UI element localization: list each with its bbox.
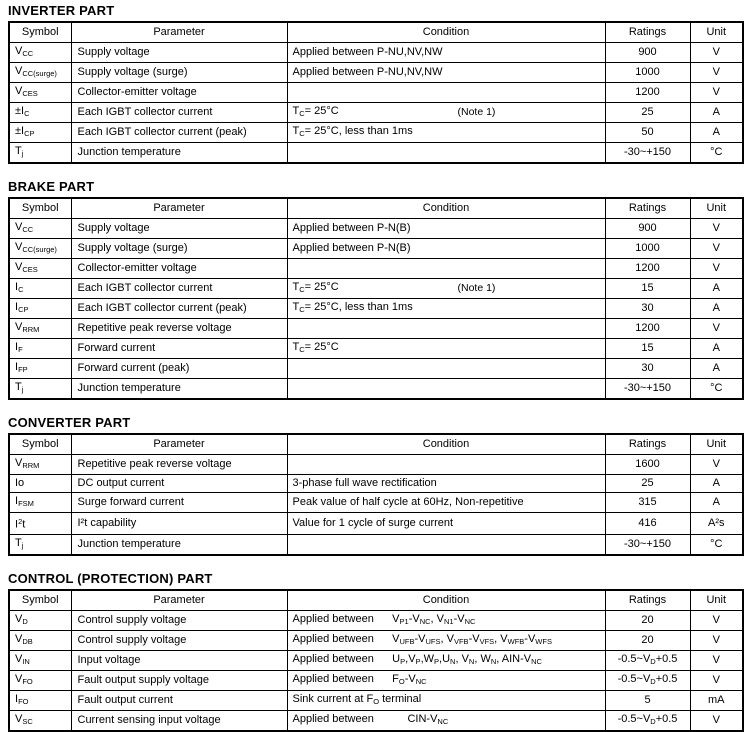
- ratings-table: [8, 21, 744, 164]
- symbol-cell: $T_j$: [9, 143, 71, 164]
- unit-cell: A: [690, 339, 743, 359]
- table-row: [9, 103, 743, 123]
- unit-cell: V: [690, 239, 743, 259]
- symbol-cell: $V_{RRM}$: [9, 319, 71, 339]
- parameter-cell: I²t capability: [71, 513, 287, 535]
- ratings-cell: 1000: [605, 239, 690, 259]
- table-header: [9, 22, 743, 43]
- symbol-cell: $I^2t$: [9, 513, 71, 535]
- table-row: [9, 475, 743, 493]
- table-row: [9, 650, 743, 670]
- table-row: [9, 219, 743, 239]
- symbol-cell: $I_{CP}$: [9, 299, 71, 319]
- ratings-cell: 25: [605, 475, 690, 493]
- parameter-cell: Junction temperature: [71, 143, 287, 164]
- parameter-cell: Collector-emitter voltage: [71, 83, 287, 103]
- section-title: CONTROL (PROTECTION) PART: [8, 570, 213, 586]
- unit-cell: A: [690, 103, 743, 123]
- ratings-cell: 30: [605, 359, 690, 379]
- column-header-ratings: Ratings: [605, 434, 690, 455]
- table-row: [9, 610, 743, 630]
- unit-cell: V: [690, 455, 743, 475]
- column-header-unit: Unit: [690, 198, 743, 219]
- unit-cell: A: [690, 123, 743, 143]
- table-row: [9, 143, 743, 164]
- column-header-parameter: Parameter: [71, 22, 287, 43]
- unit-cell: V: [690, 670, 743, 690]
- unit-cell: A: [690, 279, 743, 299]
- parameter-cell: Each IGBT collector current: [71, 279, 287, 299]
- condition-cell: Applied between $F_O-V_{NC}$: [287, 670, 605, 690]
- symbol-cell: $V_{CES}$: [9, 259, 71, 279]
- symbol-cell: $I_{FP}$: [9, 359, 71, 379]
- unit-cell: A: [690, 359, 743, 379]
- unit-cell: A: [690, 475, 743, 493]
- condition-cell: Applied between CIN-$V_{NC}$: [287, 710, 605, 731]
- table-row: [9, 239, 743, 259]
- ratings-cell: 5: [605, 690, 690, 710]
- condition-cell: $T_C= 25^\circ C$ (Note 1): [287, 279, 605, 299]
- note-reference: (Note 1): [457, 106, 496, 118]
- unit-cell: V: [690, 83, 743, 103]
- header-row: [9, 434, 743, 455]
- parameter-cell: Forward current (peak): [71, 359, 287, 379]
- parameter-cell: Junction temperature: [71, 379, 287, 400]
- maximum-ratings-section: [8, 3, 744, 164]
- parameter-cell: Repetitive peak reverse voltage: [71, 455, 287, 475]
- symbol-cell: $V_{RRM}$: [9, 455, 71, 475]
- table-row: [9, 534, 743, 555]
- symbol-cell: Io: [9, 475, 71, 493]
- parameter-cell: Supply voltage: [71, 219, 287, 239]
- table-row: [9, 123, 743, 143]
- condition-cell: Applied between $V_{P1}-V_{NC}$, $V_{N1}-V_{NC}$: [287, 610, 605, 630]
- parameter-cell: Current sensing input voltage: [71, 710, 287, 731]
- parameter-cell: Each IGBT collector current: [71, 103, 287, 123]
- condition-cell: [287, 359, 605, 379]
- column-header-parameter: Parameter: [71, 198, 287, 219]
- symbol-cell: $V_{CES}$: [9, 83, 71, 103]
- ratings-cell: $-0.5\sim V_D+0.5$: [605, 710, 690, 731]
- condition-cell: Value for 1 cycle of surge current: [287, 513, 605, 535]
- table-row: [9, 359, 743, 379]
- column-header-condition: Condition: [287, 22, 605, 43]
- section-title: INVERTER PART: [8, 3, 115, 18]
- ratings-cell: 30: [605, 299, 690, 319]
- condition-cell: [287, 319, 605, 339]
- ratings-cell: $-0.5\sim V_D+0.5$: [605, 650, 690, 670]
- ratings-table: [8, 433, 744, 556]
- parameter-cell: Supply voltage (surge): [71, 63, 287, 83]
- unit-cell: V: [690, 63, 743, 83]
- column-header-parameter: Parameter: [71, 590, 287, 611]
- ratings-cell: 900: [605, 219, 690, 239]
- column-header-condition: Condition: [287, 590, 605, 611]
- parameter-cell: Surge forward current: [71, 493, 287, 513]
- symbol-cell: $V_{FO}$: [9, 670, 71, 690]
- unit-cell: V: [690, 710, 743, 731]
- ratings-cell: $-0.5\sim V_D+0.5$: [605, 670, 690, 690]
- column-header-symbol: Symbol: [9, 198, 71, 219]
- table-row: [9, 493, 743, 513]
- unit-cell: A: [690, 493, 743, 513]
- condition-cell: [287, 83, 605, 103]
- parameter-cell: Each IGBT collector current (peak): [71, 299, 287, 319]
- table-row: [9, 259, 743, 279]
- symbol-cell: $\pm I_{CP}$: [9, 123, 71, 143]
- table-header: [9, 590, 743, 611]
- table-header: [9, 198, 743, 219]
- column-header-unit: Unit: [690, 22, 743, 43]
- unit-cell: A: [690, 299, 743, 319]
- note-reference: (Note 1): [457, 282, 496, 294]
- ratings-cell: 416: [605, 513, 690, 535]
- table-row: [9, 630, 743, 650]
- parameter-cell: Fault output current: [71, 690, 287, 710]
- section-title: CONVERTER PART: [8, 415, 131, 430]
- table-row: [9, 379, 743, 400]
- table-row: [9, 299, 743, 319]
- ratings-cell: 15: [605, 279, 690, 299]
- unit-cell: °C: [690, 534, 743, 555]
- parameter-cell: Supply voltage: [71, 43, 287, 63]
- table-header: [9, 434, 743, 455]
- condition-cell: Sink current at $F_O$ terminal: [287, 690, 605, 710]
- ratings-cell: 315: [605, 493, 690, 513]
- ratings-cell: 900: [605, 43, 690, 63]
- condition-cell: Applied between P-NU,NV,NW: [287, 63, 605, 83]
- unit-cell: V: [690, 219, 743, 239]
- table-row: [9, 690, 743, 710]
- unit-cell: V: [690, 610, 743, 630]
- condition-cell: [287, 143, 605, 164]
- unit-cell: V: [690, 650, 743, 670]
- column-header-parameter: Parameter: [71, 434, 287, 455]
- table-row: [9, 43, 743, 63]
- table-row: [9, 455, 743, 475]
- ratings-cell: -30~+150: [605, 143, 690, 164]
- parameter-cell: Repetitive peak reverse voltage: [71, 319, 287, 339]
- ratings-cell: 20: [605, 610, 690, 630]
- column-header-ratings: Ratings: [605, 198, 690, 219]
- table-row: [9, 63, 743, 83]
- header-row: [9, 590, 743, 611]
- ratings-table: [8, 589, 744, 732]
- condition-cell: [287, 534, 605, 555]
- condition-cell: 3-phase full wave rectification: [287, 475, 605, 493]
- column-header-symbol: Symbol: [9, 590, 71, 611]
- symbol-cell: $V_{CC(surge)}$: [9, 63, 71, 83]
- parameter-cell: Fault output supply voltage: [71, 670, 287, 690]
- condition-cell: Applied between $V_{UFB}-V_{UFS}$, $V_{VFB}-V_{VFS}$, $V_{WFB}-V_{WFS}$: [287, 630, 605, 650]
- condition-cell: [287, 455, 605, 475]
- ratings-cell: 15: [605, 339, 690, 359]
- ratings-cell: 20: [605, 630, 690, 650]
- symbol-cell: $V_{CC(surge)}$: [9, 239, 71, 259]
- ratings-cell: 25: [605, 103, 690, 123]
- parameter-cell: Junction temperature: [71, 534, 287, 555]
- unit-cell: V: [690, 630, 743, 650]
- condition-cell: Peak value of half cycle at 60Hz, Non-repetitive: [287, 493, 605, 513]
- symbol-cell: $T_j$: [9, 379, 71, 400]
- unit-cell: mA: [690, 690, 743, 710]
- table-row: [9, 513, 743, 535]
- ratings-cell: 1200: [605, 259, 690, 279]
- condition-cell: $T_C= 25^\circ C$, less than 1ms: [287, 123, 605, 143]
- section-title: BRAKE PART: [8, 179, 95, 194]
- parameter-cell: Control supply voltage: [71, 610, 287, 630]
- ratings-table: [8, 197, 744, 400]
- unit-cell: °C: [690, 379, 743, 400]
- table-row: [9, 710, 743, 731]
- ratings-cell: 1600: [605, 455, 690, 475]
- parameter-cell: Each IGBT collector current (peak): [71, 123, 287, 143]
- symbol-cell: $I_{FSM}$: [9, 493, 71, 513]
- ratings-cell: 1200: [605, 319, 690, 339]
- symbol-cell: $V_{IN}$: [9, 650, 71, 670]
- condition-cell: Applied between P-NU,NV,NW: [287, 43, 605, 63]
- table-row: [9, 279, 743, 299]
- column-header-symbol: Symbol: [9, 434, 71, 455]
- table-row: [9, 83, 743, 103]
- ratings-cell: 1000: [605, 63, 690, 83]
- column-header-unit: Unit: [690, 434, 743, 455]
- symbol-cell: $I_{FO}$: [9, 690, 71, 710]
- table-row: [9, 319, 743, 339]
- condition-cell: Applied between P-N(B): [287, 219, 605, 239]
- column-header-symbol: Symbol: [9, 22, 71, 43]
- maximum-ratings-section: [8, 179, 744, 400]
- symbol-cell: $T_j$: [9, 534, 71, 555]
- parameter-cell: Input voltage: [71, 650, 287, 670]
- condition-cell: $T_C= 25^\circ C$: [287, 339, 605, 359]
- unit-cell: V: [690, 259, 743, 279]
- unit-cell: V: [690, 319, 743, 339]
- column-header-condition: Condition: [287, 434, 605, 455]
- unit-cell: V: [690, 43, 743, 63]
- condition-cell: [287, 259, 605, 279]
- table-row: [9, 670, 743, 690]
- column-header-ratings: Ratings: [605, 590, 690, 611]
- symbol-cell: $V_{CC}$: [9, 219, 71, 239]
- table-row: [9, 339, 743, 359]
- column-header-condition: Condition: [287, 198, 605, 219]
- symbol-cell: $V_{DB}$: [9, 630, 71, 650]
- ratings-cell: -30~+150: [605, 534, 690, 555]
- symbol-cell: $I_C$: [9, 279, 71, 299]
- unit-cell: °C: [690, 143, 743, 164]
- condition-cell: Applied between $U_P,V_P,W_P,U_N$, $V_N$, $W_N$, AIN-$V_{NC}$: [287, 650, 605, 670]
- symbol-cell: $I_F$: [9, 339, 71, 359]
- condition-cell: $T_C= 25^\circ C$ (Note 1): [287, 103, 605, 123]
- maximum-ratings-section: [8, 415, 744, 556]
- ratings-cell: 1200: [605, 83, 690, 103]
- column-header-unit: Unit: [690, 590, 743, 611]
- parameter-cell: Forward current: [71, 339, 287, 359]
- header-row: [9, 22, 743, 43]
- symbol-cell: $V_{CC}$: [9, 43, 71, 63]
- column-header-ratings: Ratings: [605, 22, 690, 43]
- parameter-cell: Control supply voltage: [71, 630, 287, 650]
- condition-cell: Applied between P-N(B): [287, 239, 605, 259]
- condition-cell: [287, 379, 605, 400]
- symbol-cell: $V_D$: [9, 610, 71, 630]
- symbol-cell: $V_{SC}$: [9, 710, 71, 731]
- header-row: [9, 198, 743, 219]
- unit-cell: A²s: [690, 513, 743, 535]
- parameter-cell: DC output current: [71, 475, 287, 493]
- condition-cell: $T_C= 25^\circ C$, less than 1ms: [287, 299, 605, 319]
- ratings-cell: 50: [605, 123, 690, 143]
- ratings-cell: -30~+150: [605, 379, 690, 400]
- parameter-cell: Collector-emitter voltage: [71, 259, 287, 279]
- parameter-cell: Supply voltage (surge): [71, 239, 287, 259]
- maximum-ratings-section: [8, 571, 744, 732]
- symbol-cell: $\pm I_C$: [9, 103, 71, 123]
